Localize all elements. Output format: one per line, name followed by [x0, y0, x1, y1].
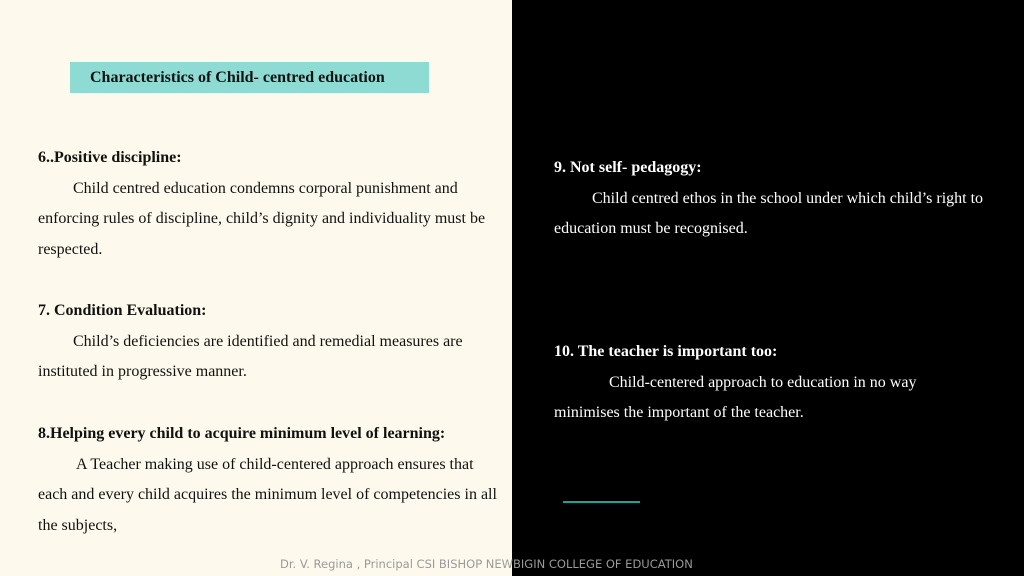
- item-9-heading: 9. Not self- pedagogy:: [554, 159, 702, 176]
- slide-title: Characteristics of Child- centred education: [70, 62, 429, 93]
- right-panel: [512, 0, 1024, 576]
- item-8-heading: 8.Helping every child to acquire minimum level of learning:: [38, 425, 446, 442]
- item-10-body: Child-centered approach to education in no way minimises the important of the teacher.: [554, 373, 917, 421]
- item-10-heading: 10. The teacher is important too:: [554, 343, 778, 360]
- item-7-heading: 7. Condition Evaluation:: [38, 302, 207, 319]
- item-10-section: [554, 337, 984, 429]
- item-6-body: Child centred education condemns corporal punishment and enforcing rules of discipline, child’s dignity and individuality must be respected.: [38, 179, 486, 258]
- item-8-section: [38, 419, 498, 541]
- accent-line: [563, 501, 640, 503]
- item-7-section: [38, 296, 498, 388]
- item-6-section: [38, 143, 498, 265]
- item-8-body: A Teacher making use of child-centered approach ensures that each and every child acquires the minimum level of competencies in all the subjects,: [38, 455, 497, 534]
- item-6-heading: 6..Positive discipline:: [38, 149, 182, 166]
- item-9-section: [554, 153, 984, 245]
- item-7-body: Child’s deficiencies are identified and remedial measures are instituted in progressive manner.: [38, 332, 463, 380]
- item-9-body: Child centred ethos in the school under which child’s right to education must be recognised.: [554, 189, 984, 237]
- footer-credit: Dr. V. Regina , Principal CSI BISHOP NEWBIGIN COLLEGE OF EDUCATION: [280, 557, 693, 571]
